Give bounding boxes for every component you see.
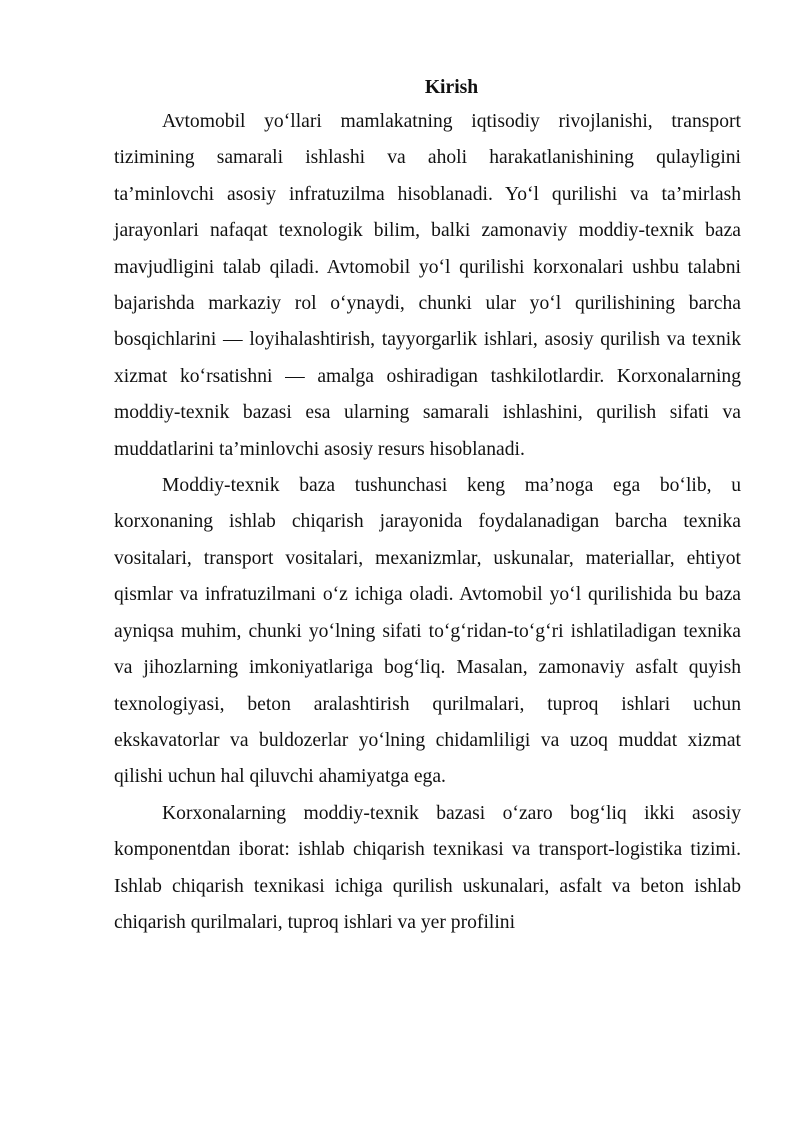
page-content: [114, 72, 741, 941]
paragraph-2: Moddiy-texnik baza tushunchasi keng ma’noga ega bo‘lib, u korxonaning ishlab chiqarish jarayonida foydalanadigan barcha texnika vositalari, transport vositalari, mexanizmlar, uskunalar, materiallar, ehtiyot qismlar va infratuzilmani o‘z ichiga oladi. Avtomobil yo‘l qurilishida bu baza ayniqsa muhim, chunki yo‘lning sifati to‘g‘ridan-to‘g‘ri ishlatiladigan texnika va jihozlarning imkoniyatlariga bog‘liq. Masalan, zamonaviy asfalt quyish texnologiyasi, beton aralashtirish qurilmalari, tuproq ishlari uchun ekskavatorlar va buldozerlar yo‘lning chidamliligi va uzoq muddat xizmat qilishi uchun hal qiluvchi ahamiyatga ega.: [114, 475, 741, 788]
paragraph-3: Korxonalarning moddiy-texnik bazasi o‘zaro bog‘liq ikki asosiy komponentdan iborat: ishlab chiqarish texnikasi va transport-logistika tizimi. Ishlab chiqarish texnikasi ichiga qurilish uskunalari, asfalt va beton ishlab chiqarish qurilmalari, tuproq ishlari va yer profilini: [114, 802, 741, 933]
section-title: Kirish: [424, 77, 479, 98]
paragraph-1: Avtomobil yo‘llari mamlakatning iqtisodiy rivojlanishi, transport tizimining samarali ishlashi va aholi harakatlanishining qulayligini ta’minlovchi asosiy infratuzilma hisoblanadi. Yo‘l qurilishi va ta’mirlash jarayonlari nafaqat texnologik bilim, balki zamonaviy moddiy-texnik baza mavjudligini talab qiladi. Avtomobil yo‘l qurilishi korxonalari ushbu talabni bajarishda markaziy rol o‘ynaydi, chunki ular yo‘l qurilishining barcha bosqichlarini — loyihalashtirish, tayyorgarlik ishlari, asosiy qurilish va texnik xizmat ko‘rsatishni — amalga oshiradigan tashkilotlardir. Korxonalarning moddiy-texnik bazasi esa ularning samarali ishlashini, qurilish sifati va muddatlarini ta’minlovchi asosiy resurs hisoblanadi.: [114, 111, 741, 460]
